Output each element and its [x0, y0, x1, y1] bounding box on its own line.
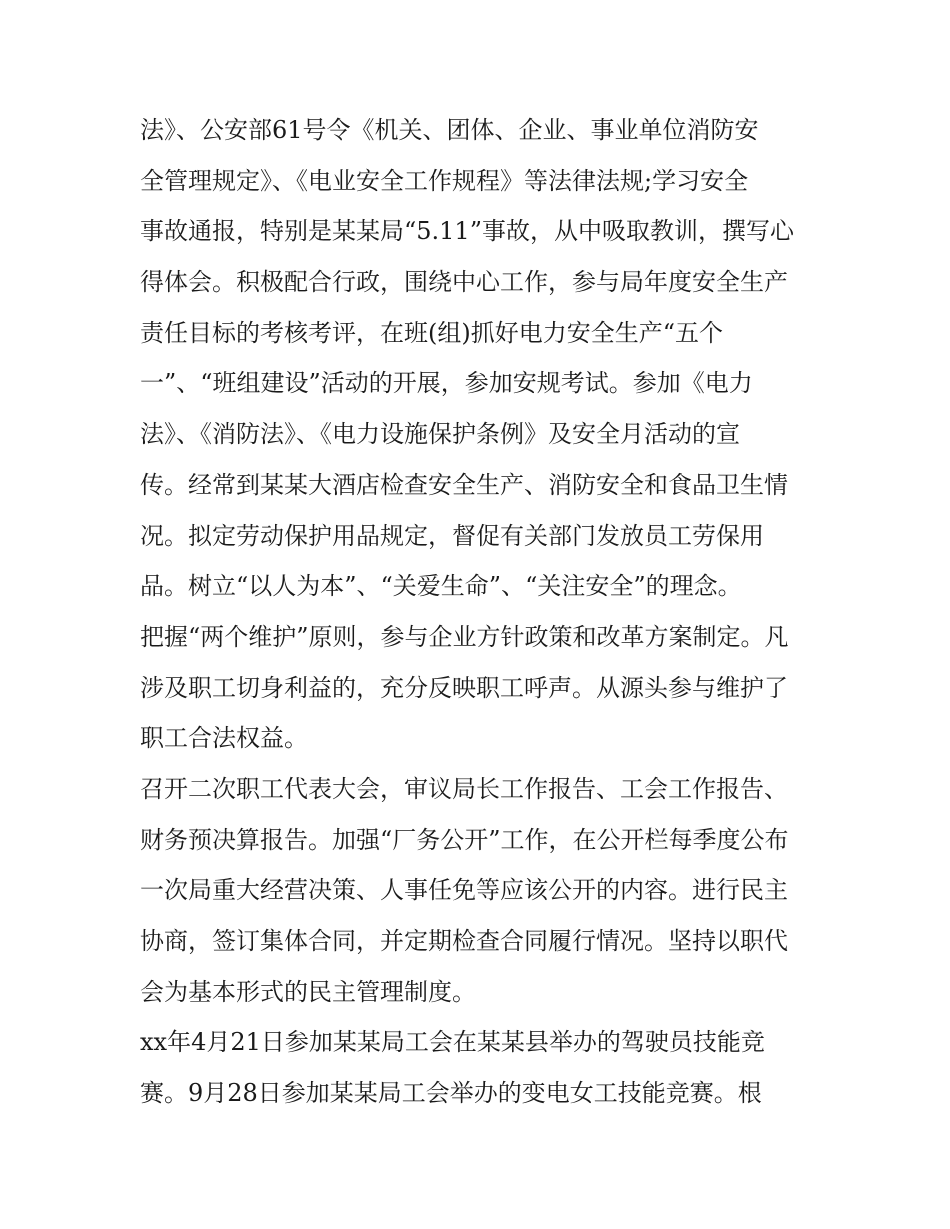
text-line: 传。经常到某某大酒店检查安全生产、消防安全和食品卫生情 — [140, 470, 788, 499]
text-line: 会为基本形式的民主管理制度。 — [140, 977, 476, 1006]
text-line: 法》、《消防法》、《电力设施保护条例》及安全月活动的宣 — [140, 420, 740, 449]
text-line: 财务预决算报告。加强“厂务公开”工作，在公开栏每季度公布 — [140, 825, 789, 854]
text-line: 一次局重大经营决策、人事任免等应该公开的内容。进行民主 — [140, 876, 788, 905]
text-line: 把握“两个维护”原则，参与企业方针政策和改革方案制定。凡 — [140, 622, 789, 651]
text-line: 赛。9月28日参加某某局工会举办的变电女工技能竞赛。根 — [140, 1079, 762, 1108]
text-line: 事故通报，特别是某某局“5.11”事故，从中吸取教训，撰写心 — [140, 217, 794, 246]
text-line: 一”、“班组建设”活动的开展，参加安规考试。参加《电力 — [140, 369, 753, 398]
text-line: 涉及职工切身利益的，充分反映职工呼声。从源头参与维护了 — [140, 673, 788, 702]
text-line: 得体会。积极配合行政，围绕中心工作，参与局年度安全生产 — [140, 268, 788, 297]
text-line: 法》、公安部61号令《机关、团体、企业、事业单位消防安 — [140, 116, 759, 144]
text-line: 召开二次职工代表大会，审议局长工作报告、工会工作报告、 — [140, 774, 788, 803]
text-line: 况。拟定劳动保护用品规定，督促有关部门发放员工劳保用 — [140, 521, 764, 550]
text-line: 职工合法权益。 — [140, 724, 308, 753]
text-line: 协商，签订集体合同，并定期检查合同履行情况。坚持以职代 — [140, 927, 788, 955]
document-body — [140, 105, 820, 1119]
text-line: xx年4月21日参加某某局工会在某某县举办的驾驶员技能竞 — [140, 1028, 765, 1057]
text-line: 品。树立“以人为本”、“关爱生命”、“关注安全”的理念。 — [140, 572, 742, 601]
text-line: 全管理规定》、《电业安全工作规程》等法律法规;学习安全 — [140, 166, 749, 195]
text-line: 责任目标的考核考评，在班(组)抓好电力安全生产“五个 — [140, 318, 723, 347]
